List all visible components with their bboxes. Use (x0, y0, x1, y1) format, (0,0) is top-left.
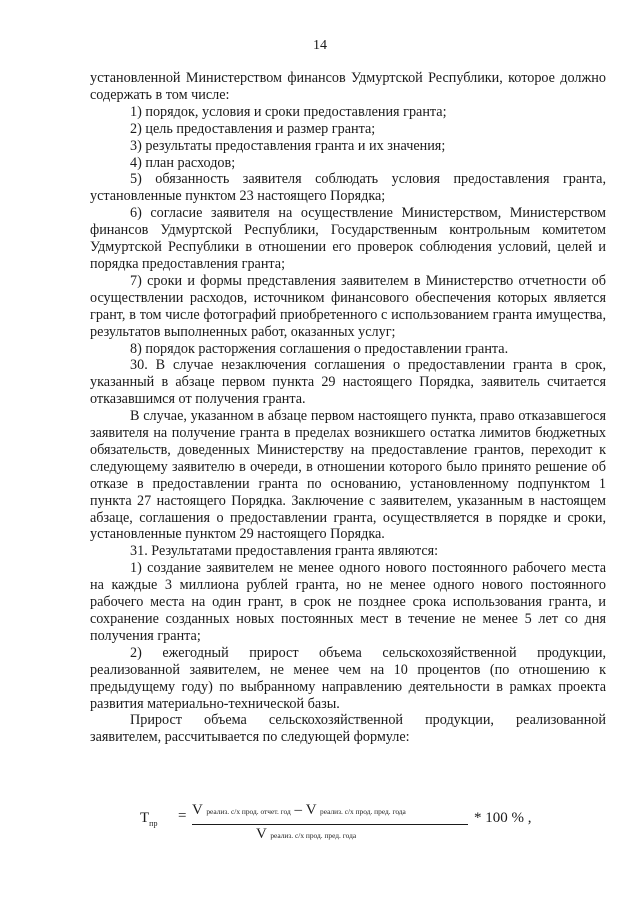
list-item-3: 3) результаты предоставления гранта и их значения; (130, 137, 446, 154)
list-item-2: 2) цель предоставления и размер гранта; (130, 120, 376, 137)
list-item-7: 7) сроки и формы представления заявителем в Министерство отчетности об осуществлении расходов, источником финансового обеспечения которых является грант, в том числе фотографий приобретенного с использованием гранта имущества, результатов выполненных работ, оказанных услуг; (90, 272, 606, 340)
clause-30-paragraph-2: В случае, указанном в абзаце первом настоящего пункта, право отказавшегося заявителя на получение гранта в пределах возникшего остатка лимитов бюджетных обязательств, доведенных Министерству на предоставление грантов, переходит к следующему заявителю в очереди, в отношении которого было принято решение об отказе в предоставлении гранта по основанию, установленному подпунктом 1 пункта 27 настоящего Порядка. Заключение с заявителем, указанным в настоящем абзаце, соглашения о предоставлении гранта, осуществляется в порядке и сроки, установленные пунктом 29 настоящего Порядка. (90, 408, 606, 543)
formula-denominator (256, 826, 356, 843)
formula-intro: Прирост объема сельскохозяйственной продукции, реализованной заявителем, рассчитывается по следующей формуле: (90, 712, 606, 746)
paragraph-intro: установленной Министерством финансов Удмуртской Республики, которое должно содержать в том числе: (90, 70, 606, 103)
list-item-4: 4) план расходов; (130, 154, 236, 171)
formula-lhs (140, 810, 157, 828)
list-item-5: 5) обязанность заявителя соблюдать условия предоставления гранта, установленные пунктом 23 настоящего Порядка; (90, 171, 606, 205)
page-number: 14 (313, 38, 327, 53)
clause-31: 31. Результатами предоставления гранта являются: (130, 543, 439, 560)
clause-30: 30. В случае незаключения соглашения о предоставлении гранта в срок, указанный в абзаце первом пункта 29 настоящего Порядка, заявитель считается отказавшимся от получения гранта. (90, 357, 606, 408)
list-item-6: 6) согласие заявителя на осуществление Министерством, Министерством финансов Удмуртской Республики, Государственным контрольным комитетом Удмуртской Республики в отношении его проверок соблюдения условий, целей и порядка предоставления гранта; (90, 205, 606, 272)
formula-lhs-main: Т (140, 810, 150, 826)
denominator-sub: реализ. с/х прод. пред. года (270, 831, 357, 840)
formula-numerator (192, 802, 406, 819)
formula-equals: = (178, 808, 187, 824)
numerator-v2: V (305, 802, 317, 818)
document-body (90, 70, 606, 746)
fraction-bar (192, 824, 468, 825)
numerator-minus: – (294, 802, 302, 818)
formula-tail: * 100 % , (474, 810, 532, 826)
numerator-sub2: реализ. с/х прод. пред. года (320, 807, 406, 816)
numerator-v1: V (192, 802, 203, 818)
formula-lhs-sub: пр (149, 819, 158, 828)
result-item-1: 1) создание заявителем не менее одного нового постоянного рабочего места на каждые 3 миллиона рублей гранта, но не менее одного нового постоянного рабочего места на один грант, в срок не позднее срока использования гранта, и сохранение созданных новых постоянных мест в течение не менее 5 лет со дня получения гранта; (90, 560, 606, 644)
growth-formula (140, 802, 610, 862)
numerator-sub1: реализ. с/х прод. отчет. год (206, 807, 291, 816)
result-item-2: 2) ежегодный прирост объема сельскохозяйственной продукции, реализованной заявителем, не менее чем на 10 процентов (по отношению к предыдущему году) по выбранному направлению деятельности в рамках проекта развития материально-технической базы. (90, 644, 606, 712)
list-item-8: 8) порядок расторжения соглашения о предоставлении гранта. (130, 340, 509, 357)
denominator-v: V (256, 826, 267, 842)
list-item-1: 1) порядок, условия и сроки предоставления гранта; (130, 103, 447, 120)
